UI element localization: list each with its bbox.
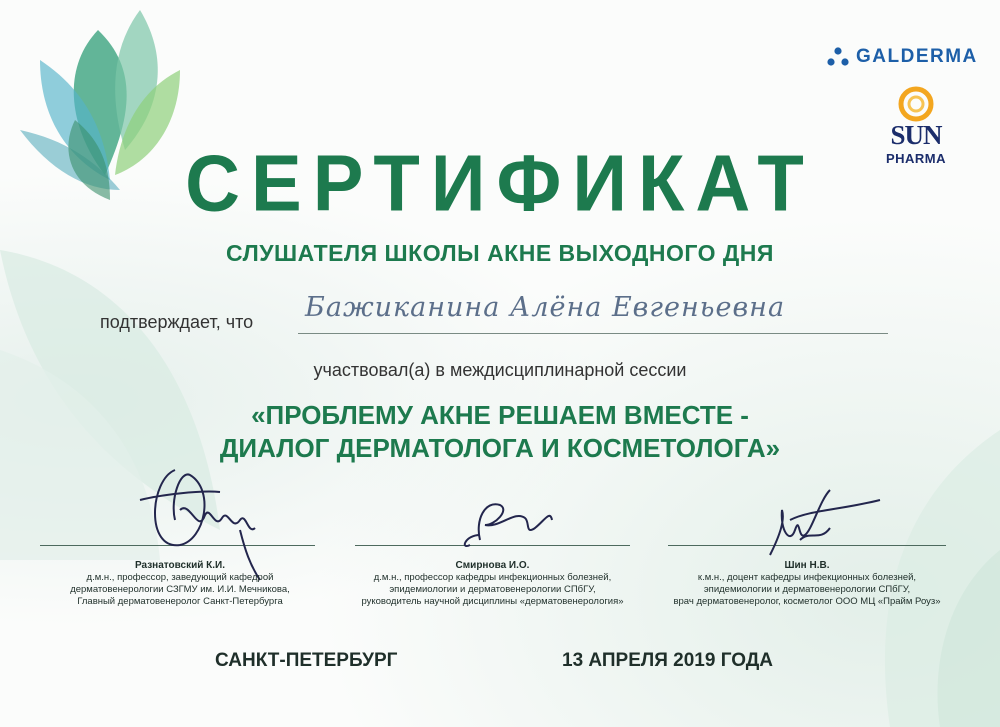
participated-text: участвовал(а) в междисциплинарной сессии bbox=[313, 360, 687, 380]
signature-smirnova-icon bbox=[440, 480, 580, 560]
signer-1 bbox=[30, 560, 330, 608]
pharma-wordmark: PHARMA bbox=[885, 151, 947, 166]
signer-3-title-line3: врач дерматовенеролог, косметолог ООО МЦ «Прайм Роуз» bbox=[673, 596, 941, 607]
name-underline bbox=[298, 333, 888, 334]
confirms-text: подтверждает, что bbox=[100, 312, 254, 332]
certificate-title: СЕРТИФИКАТ bbox=[185, 138, 815, 229]
signer-3-name: Шин Н.В. bbox=[784, 560, 830, 571]
session-title-line1: «ПРОБЛЕМУ АКНЕ РЕШАЕМ ВМЕСТЕ - bbox=[251, 400, 749, 430]
certificate-subtitle: СЛУШАТЕЛЯ ШКОЛЫ АКНЕ ВЫХОДНОГО ДНЯ bbox=[226, 240, 774, 266]
recipient-name: Бажиканина Алёна Евгеньевна bbox=[305, 292, 786, 323]
signature-shin-icon bbox=[750, 480, 900, 570]
signer-2-title-line1: д.м.н., профессор кафедры инфекционных болезней, bbox=[373, 572, 612, 583]
signer-3 bbox=[652, 560, 962, 608]
date: 13 АПРЕЛЯ 2019 ГОДА bbox=[562, 650, 774, 671]
galderma-wordmark: GALDERMA bbox=[856, 46, 978, 67]
signer-1-title-line1: д.м.н., профессор, заведующий кафедрой bbox=[86, 572, 274, 583]
signer-3-title-line2: эпидемиологии и дерматовенерологии СПбГУ, bbox=[703, 584, 911, 595]
signer-2-title-line2: эпидемиологии и дерматовенерологии СПбГУ, bbox=[389, 584, 596, 595]
city: САНКТ-ПЕТЕРБУРГ bbox=[215, 650, 398, 671]
galderma-logo bbox=[826, 44, 978, 70]
galderma-dots-icon bbox=[826, 47, 850, 67]
signer-3-title-line1: к.м.н., доцент кафедры инфекционных болезней, bbox=[697, 572, 917, 583]
signer-1-title-line3: Главный дерматовенеролог Санкт-Петербурга bbox=[77, 596, 283, 607]
signer-1-name: Разнатовский К.И. bbox=[134, 560, 226, 571]
signer-2 bbox=[340, 560, 645, 608]
signer-1-title-line2: дерматовенерологии СЗГМУ им. И.И. Мечникова, bbox=[70, 584, 290, 595]
signer-2-name: Смирнова И.О. bbox=[455, 560, 530, 571]
session-title-line2: ДИАЛОГ ДЕРМАТОЛОГА И КОСМЕТОЛОГА» bbox=[219, 433, 781, 463]
sun-wordmark: SUN bbox=[890, 120, 942, 150]
signer-2-title-line3: руководитель научной дисциплины «дерматовенерология» bbox=[361, 596, 624, 607]
